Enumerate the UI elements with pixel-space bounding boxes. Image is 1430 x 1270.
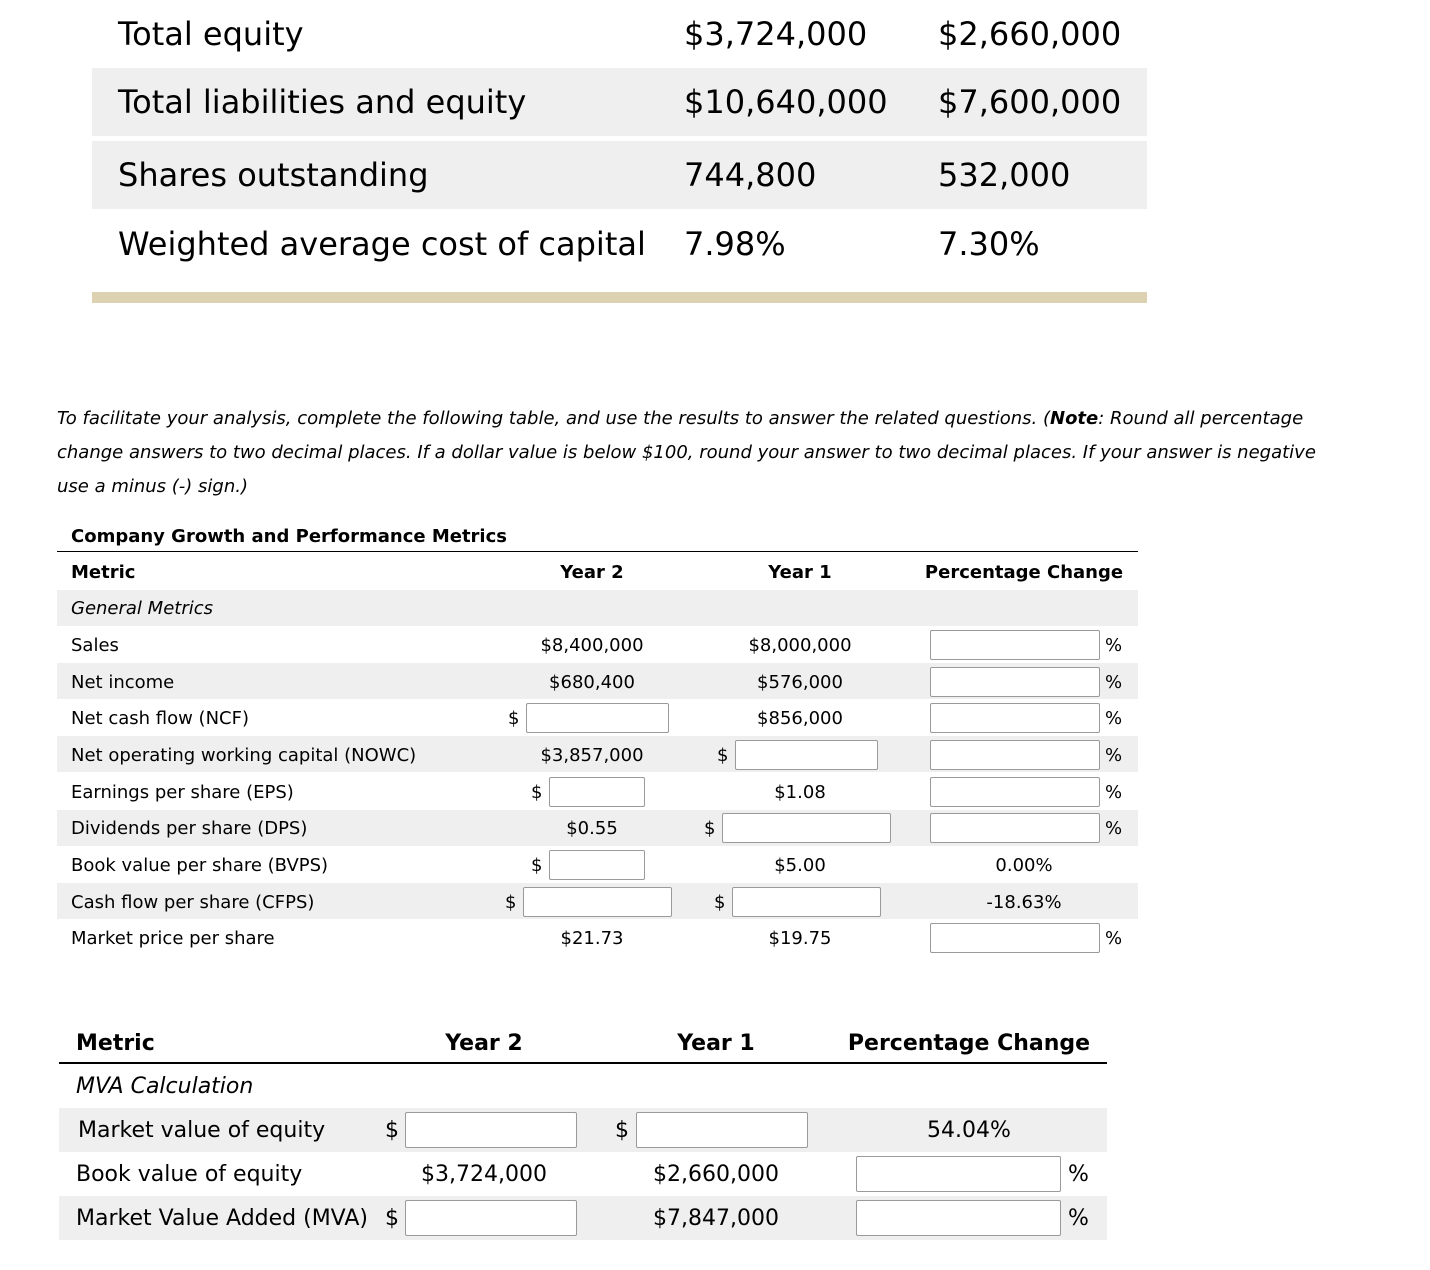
- market-value-equity-pct: 54.04%: [927, 1118, 1011, 1143]
- market-price-year1: $19.75: [768, 928, 832, 949]
- row-band: [57, 590, 1138, 626]
- top-row-year1: $2,660,000: [938, 15, 1122, 53]
- top-row-label: Shares outstanding: [118, 156, 429, 194]
- row-label-market-value-equity: Market value of equity: [78, 1118, 326, 1143]
- row-label-bvps: Book value per share (BVPS): [71, 855, 329, 876]
- dollar-sign: $: [505, 892, 517, 913]
- row-label-mva: Market Value Added (MVA): [76, 1206, 368, 1231]
- dollar-sign: $: [714, 892, 726, 913]
- top-row-label: Total equity: [118, 15, 304, 53]
- book-value-equity-year1: $2,660,000: [653, 1162, 779, 1187]
- eps-year2-input[interactable]: [549, 777, 645, 807]
- net-income-year1: $576,000: [757, 672, 843, 693]
- cfps-pct: -18.63%: [986, 892, 1062, 913]
- dollar-sign: $: [508, 708, 520, 729]
- book-value-equity-year2: $3,724,000: [421, 1162, 547, 1187]
- row-label-cfps: Cash flow per share (CFPS): [71, 892, 315, 913]
- cfps-year1-input[interactable]: [732, 887, 881, 917]
- mva-pct-input[interactable]: [856, 1200, 1061, 1236]
- top-row-year1: 7.30%: [938, 225, 1040, 263]
- dollar-sign: $: [385, 1118, 399, 1143]
- top-row-year2: 7.98%: [684, 225, 786, 263]
- mva-section-label: MVA Calculation: [76, 1074, 254, 1099]
- percent-sign: %: [1105, 745, 1123, 766]
- percent-sign: %: [1105, 708, 1123, 729]
- dps-year2: $0.55: [566, 818, 618, 839]
- top-row-year1: 532,000: [938, 156, 1071, 194]
- nowc-year2: $3,857,000: [540, 745, 644, 766]
- section-label: General Metrics: [71, 598, 213, 619]
- percent-sign: %: [1068, 1162, 1089, 1187]
- caption-rule: [57, 551, 1138, 552]
- dollar-sign: $: [615, 1118, 629, 1143]
- row-label-nowc: Net operating working capital (NOWC): [71, 745, 417, 766]
- dollar-sign: $: [531, 782, 543, 803]
- ncf-year2-input[interactable]: [526, 703, 669, 733]
- ncf-year1: $856,000: [757, 708, 843, 729]
- eps-pct-input[interactable]: [930, 777, 1100, 807]
- market-value-equity-year2-input[interactable]: [405, 1112, 577, 1148]
- bvps-pct: 0.00%: [995, 855, 1053, 876]
- instructions: [57, 402, 1337, 504]
- row-label-book-value-equity: Book value of equity: [76, 1162, 303, 1187]
- dps-year1-input[interactable]: [722, 813, 891, 843]
- net-income-pct-input[interactable]: [930, 667, 1100, 697]
- dollar-sign: $: [531, 855, 543, 876]
- top-row-label: Total liabilities and equity: [118, 83, 527, 121]
- percent-sign: %: [1105, 782, 1123, 803]
- percent-sign: %: [1105, 672, 1123, 693]
- dollar-sign: $: [704, 818, 716, 839]
- top-row-year2: $10,640,000: [684, 83, 888, 121]
- percent-sign: %: [1105, 818, 1123, 839]
- percent-sign: %: [1068, 1206, 1089, 1231]
- sales-year1: $8,000,000: [748, 635, 852, 656]
- top-row-year1: $7,600,000: [938, 83, 1122, 121]
- bvps-year2-input[interactable]: [549, 850, 645, 880]
- cfps-year2-input[interactable]: [523, 887, 672, 917]
- nowc-year1-input[interactable]: [735, 740, 878, 770]
- mva-header-rule: [59, 1062, 1107, 1064]
- header-pct: Percentage Change: [924, 562, 1124, 583]
- market-price-pct-input[interactable]: [930, 923, 1100, 953]
- top-row-year2: 744,800: [684, 156, 817, 194]
- mva-header-pct: Percentage Change: [847, 1031, 1091, 1056]
- nowc-pct-input[interactable]: [930, 740, 1100, 770]
- mva-header-year2: Year 2: [445, 1031, 523, 1056]
- mva-header-metric: Metric: [76, 1031, 155, 1056]
- book-value-equity-pct-input[interactable]: [856, 1156, 1061, 1192]
- dollar-sign: $: [717, 745, 729, 766]
- market-price-year2: $21.73: [560, 928, 624, 949]
- note-word: Note: [1050, 408, 1099, 429]
- market-value-equity-year1-input[interactable]: [636, 1112, 808, 1148]
- instructions-suffix: : Round all percentage change answers to two decimal places. If a dollar value is below $100, round your answer to two decimal places. If your answer is negative use a minus (-) sign.): [57, 408, 1316, 497]
- sales-pct-input[interactable]: [930, 630, 1100, 660]
- dollar-sign: $: [385, 1206, 399, 1231]
- bvps-year1: $5.00: [774, 855, 826, 876]
- row-label-net-income: Net income: [71, 672, 175, 693]
- header-metric: Metric: [71, 562, 136, 583]
- dps-pct-input[interactable]: [930, 813, 1100, 843]
- row-label-sales: Sales: [71, 635, 119, 656]
- row-label-ncf: Net cash flow (NCF): [71, 708, 249, 729]
- percent-sign: %: [1105, 635, 1123, 656]
- instructions-prefix: To facilitate your analysis, complete the following table, and use the results to answer the related questions. (: [57, 408, 1050, 429]
- top-row-year2: $3,724,000: [684, 15, 868, 53]
- eps-year1: $1.08: [774, 782, 826, 803]
- header-year1: Year 1: [768, 562, 832, 583]
- sales-year2: $8,400,000: [540, 635, 644, 656]
- header-year2: Year 2: [560, 562, 624, 583]
- mva-year1: $7,847,000: [653, 1206, 779, 1231]
- mva-year2-input[interactable]: [405, 1200, 577, 1236]
- row-label-eps: Earnings per share (EPS): [71, 782, 294, 803]
- row-label-dps: Dividends per share (DPS): [71, 818, 308, 839]
- table-caption: Company Growth and Performance Metrics: [71, 526, 507, 547]
- mva-header-year1: Year 1: [677, 1031, 755, 1056]
- net-income-year2: $680,400: [549, 672, 635, 693]
- ncf-pct-input[interactable]: [930, 703, 1100, 733]
- percent-sign: %: [1105, 928, 1123, 949]
- top-row-label: Weighted average cost of capital: [118, 225, 646, 263]
- row-label-market-price: Market price per share: [71, 928, 275, 949]
- table-divider: [92, 292, 1147, 303]
